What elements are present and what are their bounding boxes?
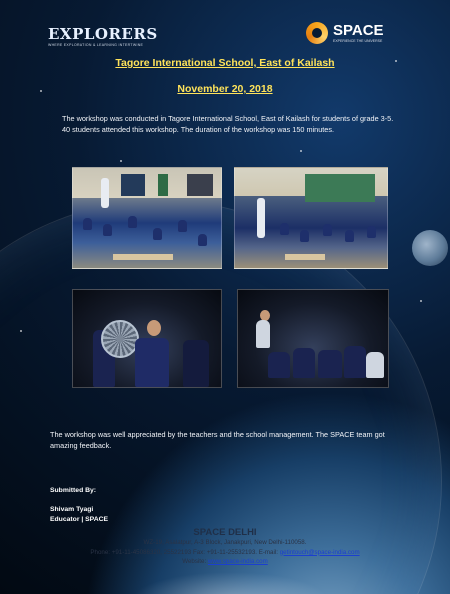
explorers-logo-tagline: WHERE EXPLORATION & LEARNING INTERTWINE xyxy=(48,43,144,47)
author-role: Educator | SPACE xyxy=(50,516,109,523)
workshop-photo-1 xyxy=(72,167,222,269)
footer xyxy=(0,527,450,567)
feedback-paragraph: The workshop was well appreciated by the teachers and the school management. The SPACE team got amazing feedback. xyxy=(50,430,385,450)
footer-org: SPACE DELHI xyxy=(193,527,257,538)
submitted-by-label: Submitted By: xyxy=(50,487,97,494)
author-name: Shivam Tyagi xyxy=(50,506,94,513)
space-logo-name: SPACE xyxy=(333,22,384,39)
space-swirl-icon xyxy=(306,22,328,44)
workshop-photo-3 xyxy=(72,289,222,388)
school-title: Tagore International School, East of Kailash xyxy=(115,57,335,69)
footer-address: WZ-19, Asalatpur, A-3 Block, Janakpuri, New Delhi-110058. xyxy=(143,539,307,546)
footer-website xyxy=(0,557,450,567)
workshop-photo-4 xyxy=(237,289,389,388)
moon-icon xyxy=(412,230,448,266)
explorers-logo xyxy=(48,27,158,47)
workshop-photo-2 xyxy=(234,167,388,269)
footer-contact-text: Phone: +91-11-45086320, 25522193 Fax: +91-11-25532193. E-mail: xyxy=(90,548,278,556)
space-logo-tagline: EXPERIENCE THE UNIVERSE xyxy=(333,39,383,43)
explorers-logo-name: EXPLORERS xyxy=(48,25,158,43)
intro-paragraph: The workshop was conducted in Tagore International School, East of Kailash for students of grade 3-5. 40 students attended this workshop. The duration of the workshop was 150 minutes. xyxy=(62,114,394,134)
website-link[interactable]: www.space-india.com xyxy=(207,558,268,565)
email-link[interactable]: getintouch@space-india.com xyxy=(279,548,360,556)
website-label: Website: xyxy=(182,558,207,565)
footer-contact xyxy=(0,548,450,558)
event-date: November 20, 2018 xyxy=(177,83,273,95)
space-logo xyxy=(306,22,384,44)
signature-block xyxy=(50,505,108,525)
